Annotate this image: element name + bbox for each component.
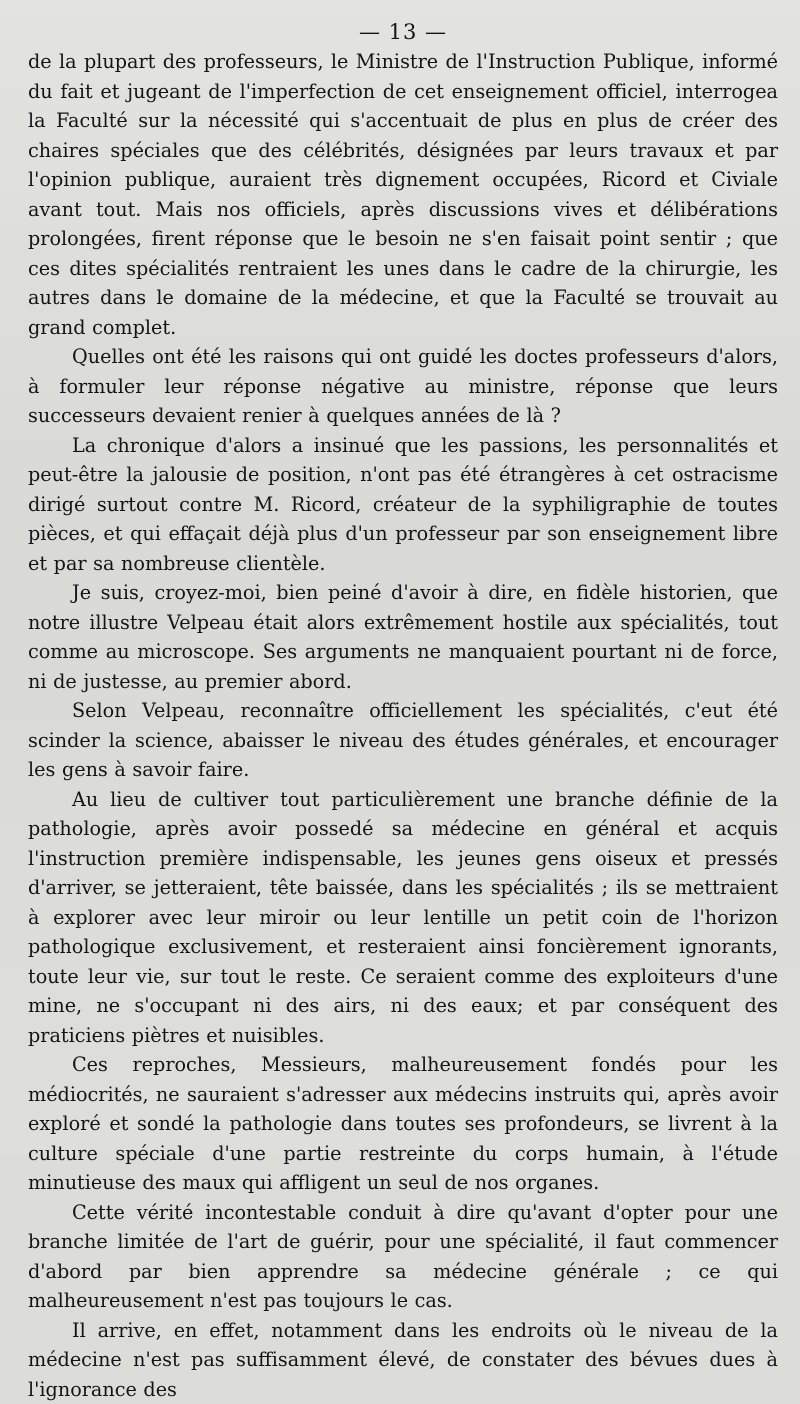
paragraph-7: Ces reproches, Messieurs, malheureusement fondés pour les médiocrités, ne sauraient s'adresser aux médecins instruits qui, après avoir exploré et sondé la pathologie dans toutes ses profondeurs, se livrent à la culture spéciale d'une partie restreinte du corps humain, à l'étude minutieuse des maux qui affligent un seul de nos organes. [28,1050,778,1198]
paragraph-8: Cette vérité incontestable conduit à dire qu'avant d'opter pour une branche limitée de l'art de guérir, pour une spécialité, il faut commencer d'abord par bien apprendre sa médecine générale ; ce qui malheureusement n'est pas toujours le cas. [28,1198,778,1316]
paragraph-5: Selon Velpeau, reconnaître officiellement les spécialités, c'eut été scinder la science, abaisser le niveau des études générales, et encourager les gens à savoir faire. [28,696,778,785]
paragraph-3: La chronique d'alors a insinué que les passions, les personnalités et peut-être la jalousie de position, n'ont pas été étrangères à cet ostracisme dirigé surtout contre M. Ricord, créateur de la syphiligraphie de toutes pièces, et qui effaçait déjà plus d'un professeur par son enseignement libre et par sa nombreuse clientèle. [28,431,778,579]
page-number: — 13 — [28,20,778,44]
paragraph-6: Au lieu de cultiver tout particulièrement une branche définie de la pathologie, après avoir possedé sa médecine en général et acquis l'instruction première indispensable, les jeunes gens oiseux et pressés d'arriver, se jetteraient, tête baissée, dans les spécialités ; ils se mettraient à explorer avec leur miroir ou leur lentille un petit coin de l'horizon pathologique exclusivement, et resteraient ainsi foncièrement ignorants, toute leur vie, sur tout le reste. Ce seraient comme des exploiteurs d'une mine, ne s'occupant ni des airs, ni des eaux; et par conséquent des praticiens piètres et nuisibles. [28,785,778,1051]
paragraph-1: de la plupart des professeurs, le Ministre de l'Instruction Publique, informé du fait et jugeant de l'imperfection de cet enseignement officiel, interrogea la Faculté sur la nécessité qui s'accentuait de plus en plus de créer des chaires spéciales que des célébrités, désignées par leurs travaux et par l'opinion publique, auraient très dignement occupées, Ricord et Civiale avant tout. Mais nos officiels, après discussions vives et délibérations prolongées, firent réponse que le besoin ne s'en faisait point sentir ; que ces dites spécialités rentraient les unes dans le cadre de la chirurgie, les autres dans le domaine de la médecine, et que la Faculté se trouvait au grand complet. [28,47,778,342]
paragraph-2: Quelles ont été les raisons qui ont guidé les doctes professeurs d'alors, à formuler leur réponse négative au ministre, réponse que leurs successeurs devaient renier à quelques années de là ? [28,342,778,431]
paragraph-4: Je suis, croyez-moi, bien peiné d'avoir à dire, en fidèle historien, que notre illustre Velpeau était alors extrêmement hostile aux spécialités, tout comme au microscope. Ses arguments ne manquaient pourtant ni de force, ni de justesse, au premier abord. [28,578,778,696]
paragraph-9: Il arrive, en effet, notamment dans les endroits où le niveau de la médecine n'est pas suffisamment élevé, de constater des bévues dues à l'ignorance des [28,1316,778,1404]
